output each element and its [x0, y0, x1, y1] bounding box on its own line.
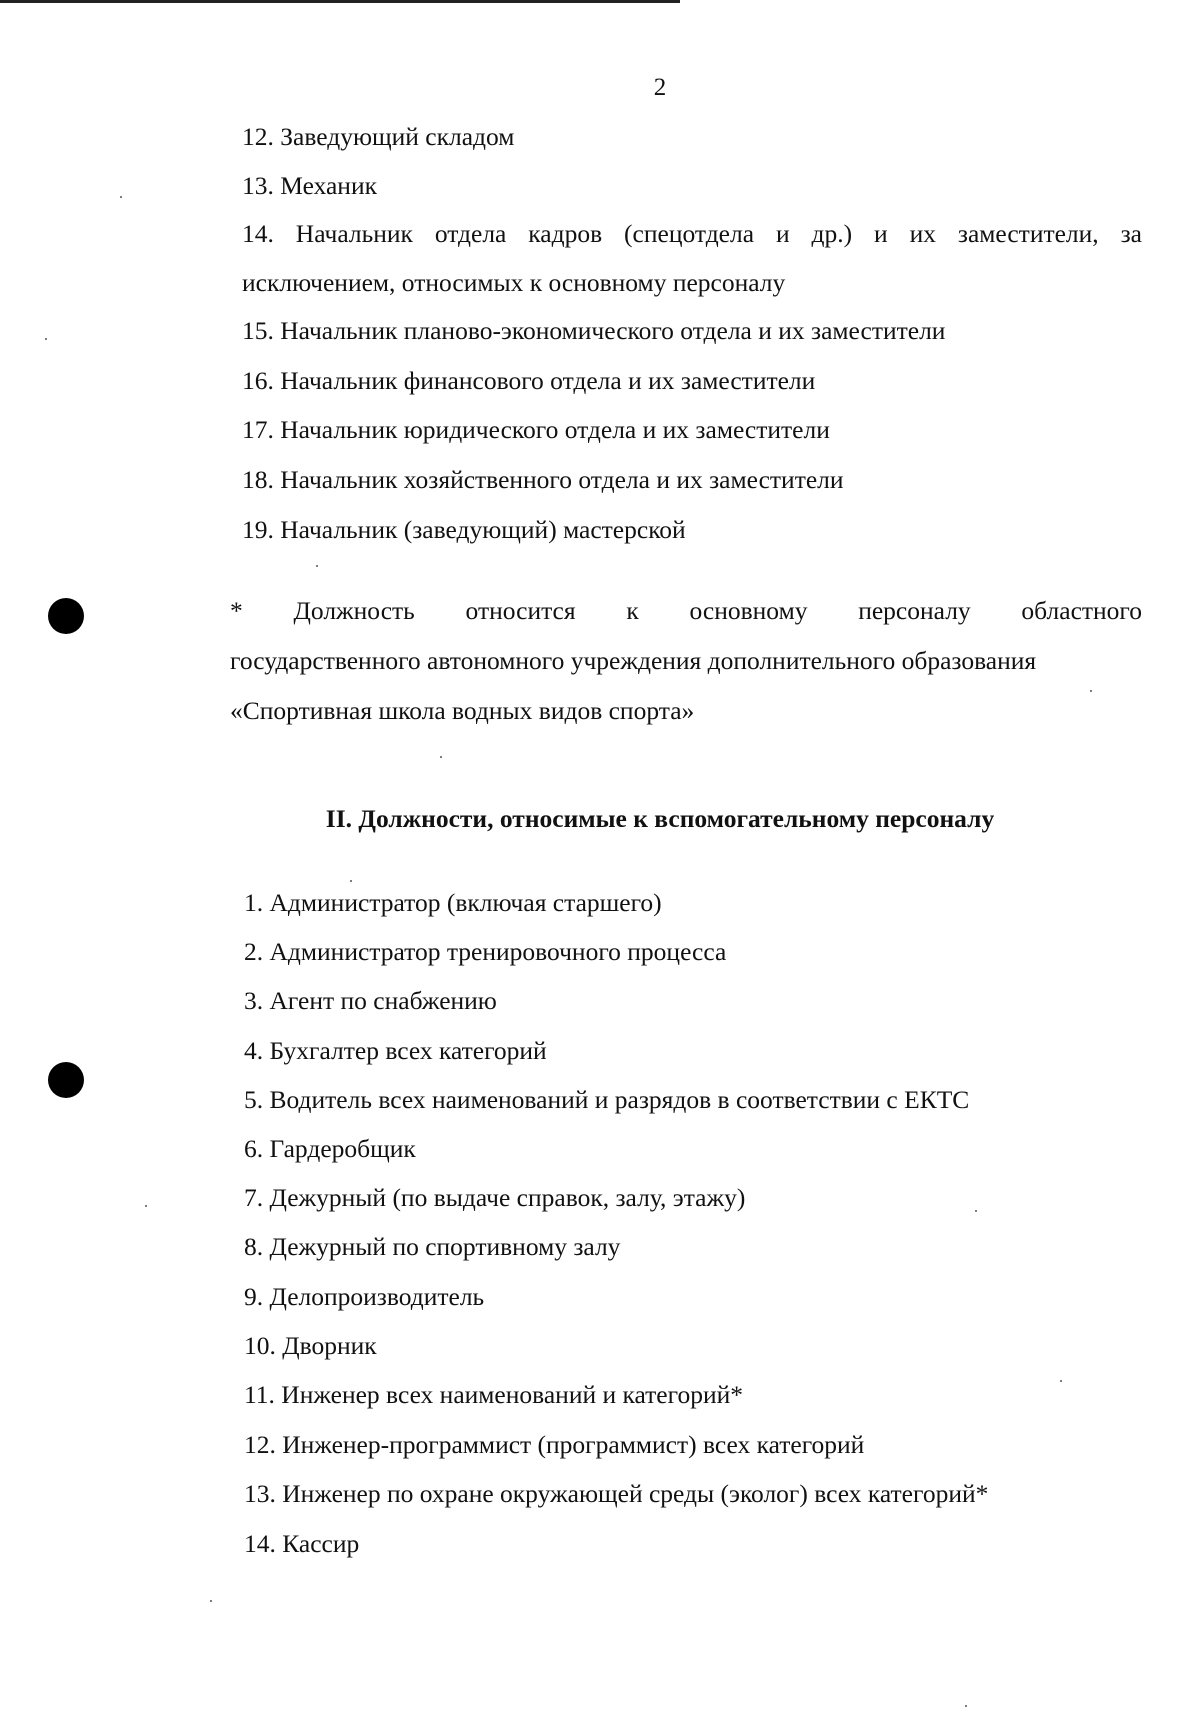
list-item: 14. Начальник отдела кадров (спецотдела и др.) и их заместители, за [242, 219, 1142, 248]
scan-speck [1090, 690, 1092, 692]
list-item: 12. Инженер-программист (программист) всех категорий [244, 1430, 865, 1459]
footnote-line: «Спортивная школа водных видов спорта» [230, 696, 695, 725]
list-item: 3. Агент по снабжению [244, 986, 497, 1015]
list-item: 14. Кассир [244, 1529, 360, 1558]
scan-speck [965, 1705, 967, 1707]
punch-hole-upper [48, 598, 84, 634]
list-item: 12. Заведующий складом [242, 122, 515, 151]
list-item: 19. Начальник (заведующий) мастерской [242, 515, 686, 544]
scan-speck [45, 338, 47, 340]
list-item-continuation: исключением, относимых к основному персоналу [242, 268, 786, 297]
punch-hole-lower [48, 1062, 84, 1098]
list-item: 10. Дворник [244, 1331, 377, 1360]
page-number: 2 [653, 74, 667, 101]
list-item: 9. Делопроизводитель [244, 1282, 485, 1311]
list-item: 13. Инженер по охране окружающей среды (эколог) всех категорий* [244, 1479, 989, 1508]
list-item: 4. Бухгалтер всех категорий [244, 1036, 547, 1065]
list-item: 1. Администратор (включая старшего) [244, 888, 662, 917]
scan-speck [120, 196, 122, 198]
list-item: 8. Дежурный по спортивному залу [244, 1232, 621, 1261]
list-item: 7. Дежурный (по выдаче справок, залу, этажу) [244, 1183, 746, 1212]
list-item: 2. Администратор тренировочного процесса [244, 937, 727, 966]
list-item: 15. Начальник планово-экономического отдела и их заместители [242, 316, 946, 345]
scan-speck [440, 756, 442, 758]
scan-speck [1060, 1380, 1062, 1382]
list-item: 5. Водитель всех наименований и разрядов в соответствии с ЕКТС [244, 1085, 970, 1114]
scan-speck [145, 1205, 147, 1207]
top-edge-line [0, 0, 680, 3]
list-item: 18. Начальник хозяйственного отдела и их заместители [242, 465, 844, 494]
list-item: 13. Механик [242, 171, 377, 200]
footnote-line: * Должность относится к основному персоналу областного [230, 596, 1142, 625]
footnote-line: государственного автономного учреждения дополнительного образования [230, 646, 1037, 675]
list-item: 6. Гардеробщик [244, 1134, 416, 1163]
scan-speck [210, 1600, 212, 1602]
section-heading: II. Должности, относимые к вспомогательному персоналу [325, 804, 995, 833]
list-item: 16. Начальник финансового отдела и их заместители [242, 366, 816, 395]
scan-speck [975, 1210, 977, 1212]
list-item: 17. Начальник юридического отдела и их заместители [242, 415, 830, 444]
scan-speck [316, 565, 318, 567]
list-item: 11. Инженер всех наименований и категорий* [244, 1380, 743, 1409]
scan-speck [350, 880, 352, 882]
